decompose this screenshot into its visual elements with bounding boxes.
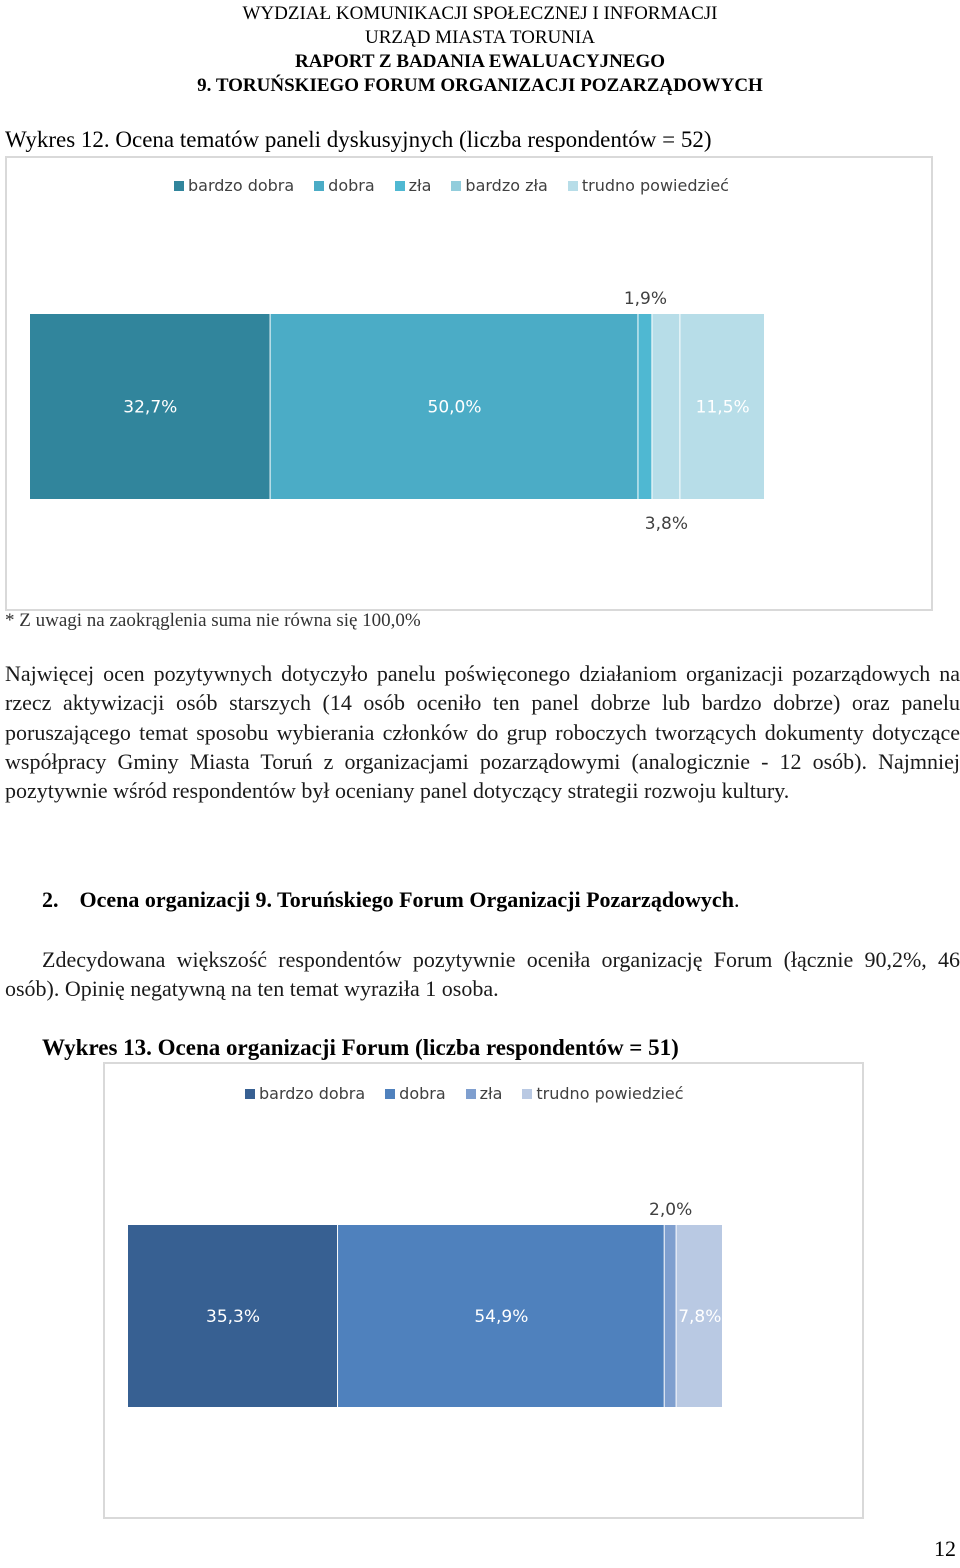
page-number: 12 — [934, 1536, 956, 1561]
chart2-frame — [103, 1062, 864, 1519]
data-label: 7,8% — [678, 1307, 722, 1327]
data-label: 50,0% — [427, 397, 482, 418]
data-label: 54,9% — [474, 1307, 529, 1327]
chart1-caption: Wykres 12. Ocena tematów paneli dyskusyjnych (liczba respondentów = 52) — [5, 127, 712, 152]
chart2-caption: Wykres 13. Ocena organizacji Forum (liczba respondentów = 51) — [42, 1035, 679, 1060]
legend-label: bardzo zła — [465, 176, 548, 195]
legend-label: zła — [479, 1084, 503, 1103]
legend-label: dobra — [399, 1084, 446, 1103]
bar-segment — [665, 1225, 676, 1407]
section-title: Ocena organizacji 9. Toruńskiego Forum Organizacji Pozarządowych — [79, 887, 734, 912]
footnote: * Z uwagi na zaokrąglenia suma nie równa się 100,0% — [5, 610, 421, 631]
data-label: 32,7% — [123, 397, 178, 418]
header-line-forum: 9. TORUŃSKIEGO FORUM ORGANIZACJI POZARZĄDOWYCH — [197, 75, 763, 96]
data-label: 3,8% — [644, 514, 689, 534]
legend-label: trudno powiedzieć — [581, 176, 729, 195]
chart2-plot — [105, 1064, 862, 1517]
legend-label: zła — [408, 176, 432, 195]
header-line-department: WYDZIAŁ KOMUNIKACJI SPOŁECZNEJ I INFORMACJI — [242, 3, 718, 24]
header-line-office: URZĄD MIASTA TORUNIA — [364, 27, 595, 48]
paragraph-organization: Zdecydowana większość respondentów pozytywnie oceniła organizację Forum (łącznie 90,2%, 46 osób). Opinię negatywną na ten temat wyraziła 1 osoba. — [5, 947, 960, 1002]
data-label: 11,5% — [695, 397, 750, 418]
section-title-suffix: . — [733, 887, 740, 912]
legend-label: bardzo dobra — [188, 176, 295, 195]
section-heading — [42, 887, 739, 913]
bar-segment — [638, 314, 651, 499]
bar-segment — [652, 314, 679, 499]
data-label: 35,3% — [206, 1307, 261, 1327]
section-number: 2. — [42, 887, 59, 912]
legend-label: dobra — [328, 176, 375, 195]
chart1-frame — [5, 156, 933, 611]
legend-label: bardzo dobra — [259, 1084, 366, 1103]
legend-label: trudno powiedzieć — [536, 1084, 684, 1103]
chart1-plot — [7, 158, 931, 609]
data-label: 1,9% — [623, 289, 668, 309]
paragraph-panels: Najwięcej ocen pozytywnych dotyczyło panelu poświęconego działaniom organizacji pozarządowych na rzecz aktywizacji osób starszych (14 osób oceniło ten panel dobrze lub bardzo dobrze) oraz panelu poruszającego temat sposobu wybierania członków do grup roboczych tworzących dokumenty dotyczące współpracy Gminy Miasta Toruń z organizacjami pozarządowymi (analogicznie - 12 osób). Najmniej pozytywnie wśród respondentów był oceniany panel dotyczący strategii rozwoju kultury. — [5, 661, 960, 804]
header-line-report: RAPORT Z BADANIA EWALUACYJNEGO — [294, 51, 666, 72]
data-label: 2,0% — [649, 1200, 693, 1220]
